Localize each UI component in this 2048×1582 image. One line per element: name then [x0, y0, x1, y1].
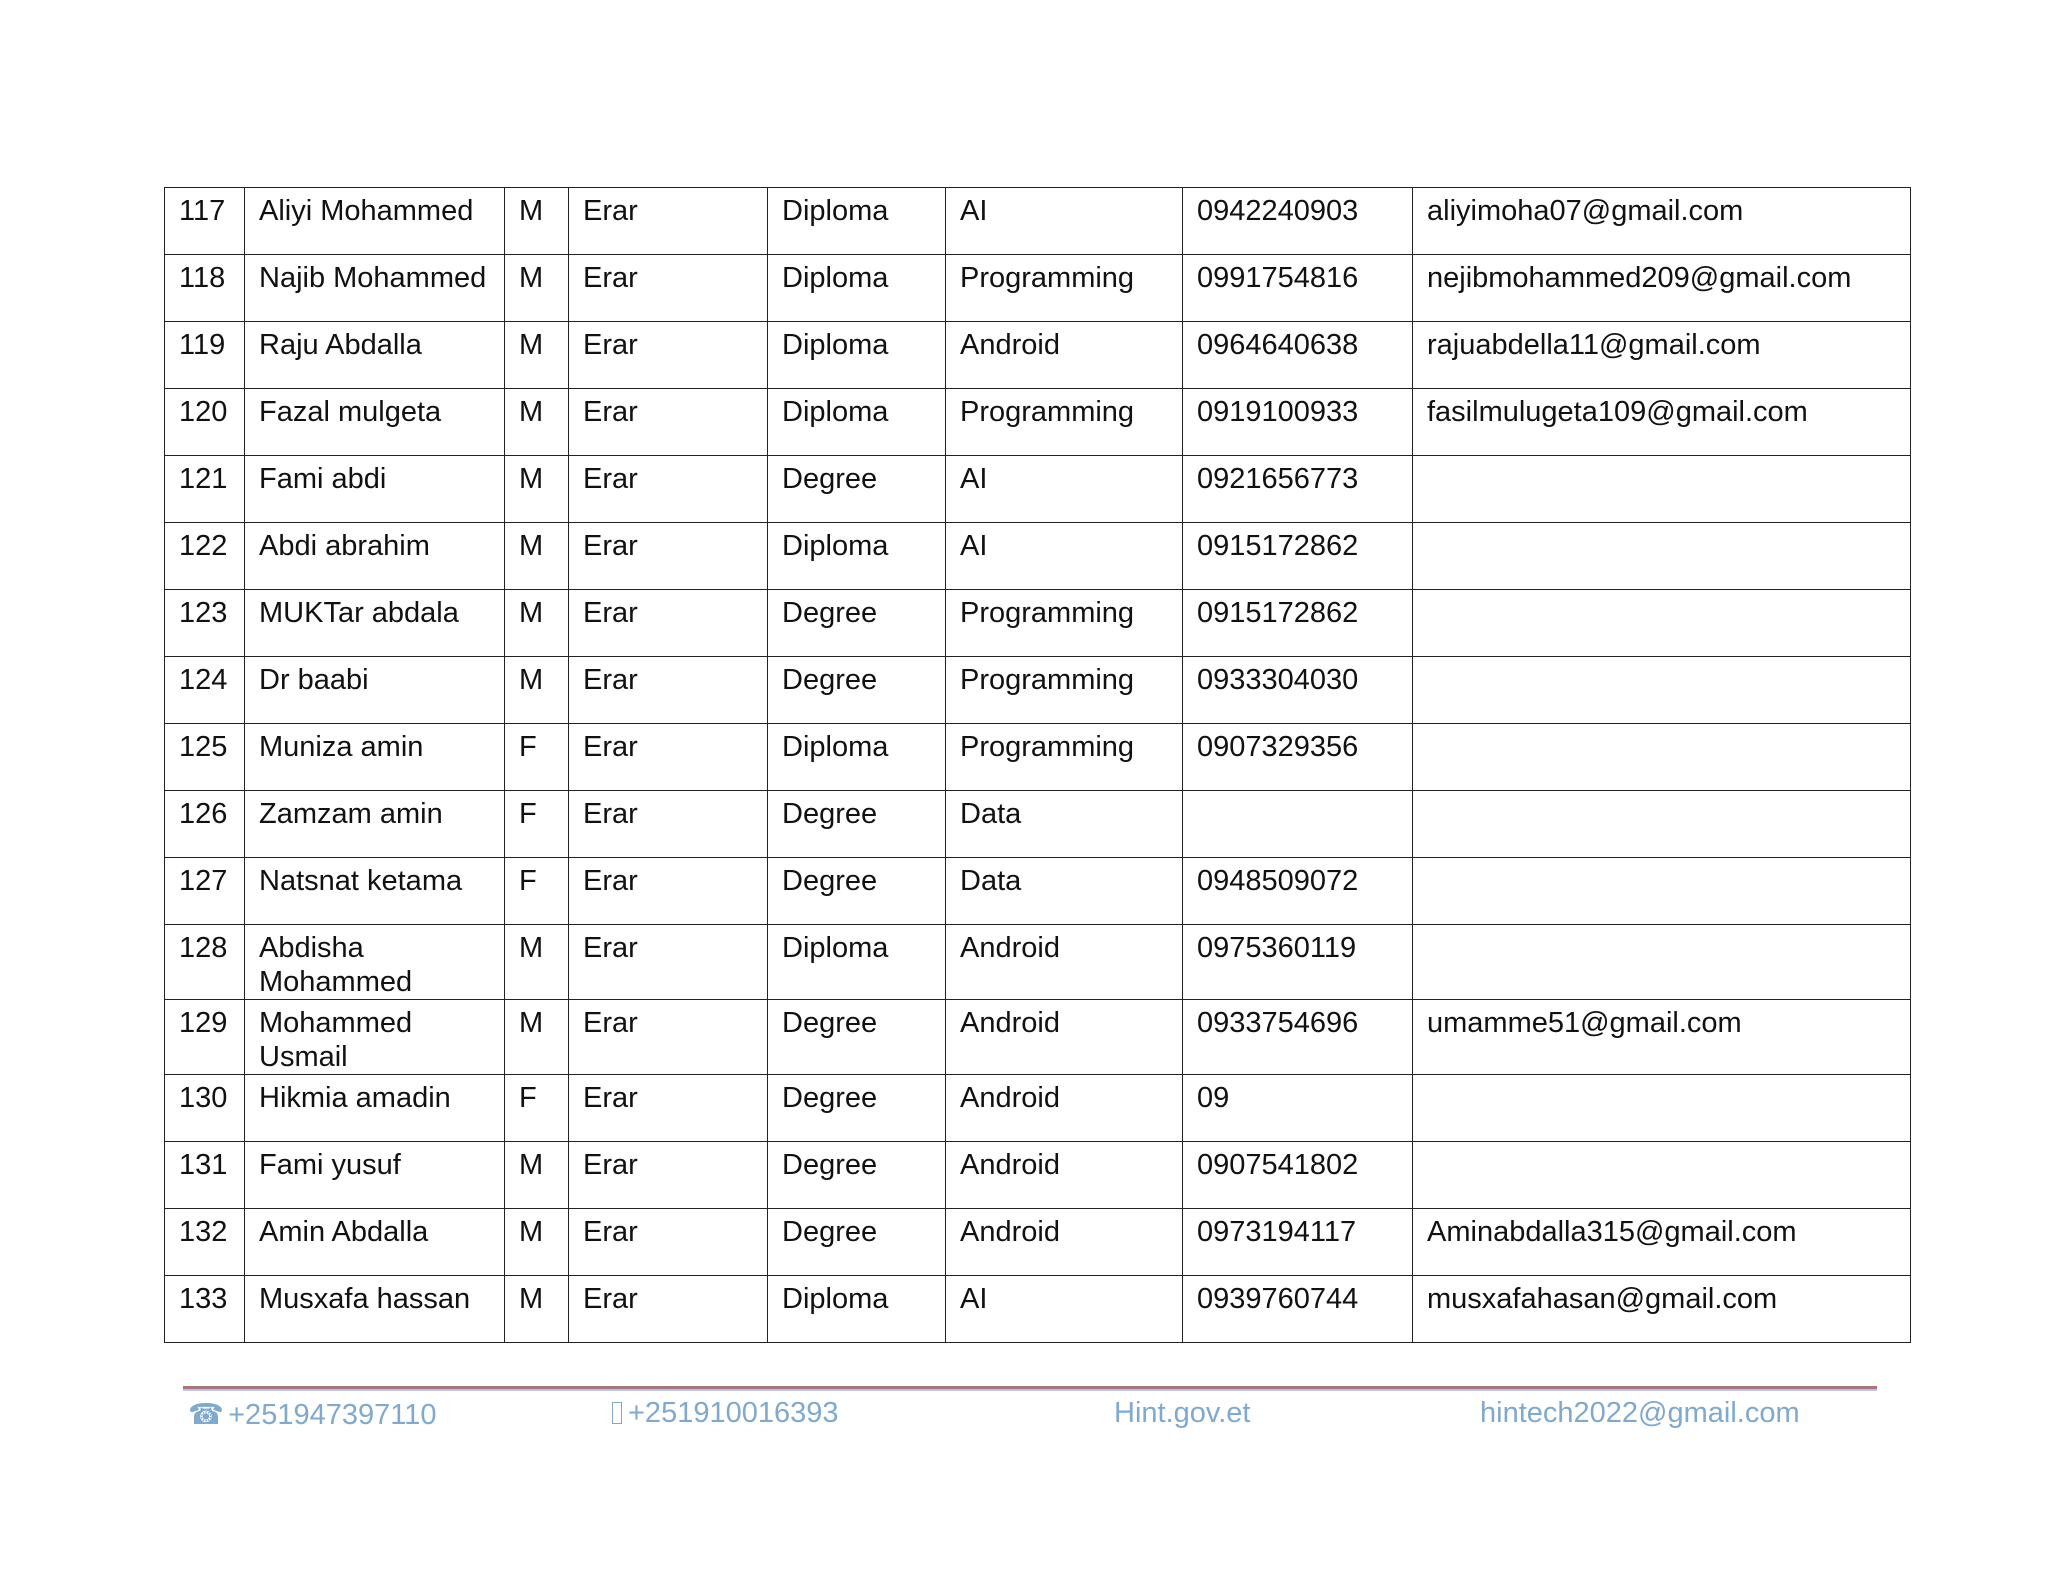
trainee-sex: M: [505, 1276, 569, 1343]
table-row: [165, 523, 1911, 590]
trainee-name: Abdisha Mohammed: [245, 925, 505, 1000]
trainee-phone: [1183, 791, 1413, 858]
row-number: 126: [165, 791, 245, 858]
table-row: [165, 1075, 1911, 1142]
trainee-site: Erar: [569, 590, 768, 657]
trainee-sex: F: [505, 1075, 569, 1142]
row-number: 128: [165, 925, 245, 1000]
row-number: 124: [165, 657, 245, 724]
trainee-email: [1413, 456, 1911, 523]
trainee-level: Degree: [768, 456, 946, 523]
row-number: 132: [165, 1209, 245, 1276]
trainee-sex: F: [505, 791, 569, 858]
trainee-email: nejibmohammed209@gmail.com: [1413, 255, 1911, 322]
page-footer: [0, 1397, 2048, 1437]
trainee-sex: M: [505, 1209, 569, 1276]
trainee-phone: 0964640638: [1183, 322, 1413, 389]
table-row: [165, 1000, 1911, 1075]
footer-divider: [183, 1386, 1877, 1391]
trainee-level: Degree: [768, 657, 946, 724]
trainee-level: Diploma: [768, 322, 946, 389]
trainee-sex: F: [505, 724, 569, 791]
trainee-field: Programming: [946, 389, 1183, 456]
trainee-field: Android: [946, 925, 1183, 1000]
table-row: [165, 255, 1911, 322]
trainee-name: Fazal mulgeta: [245, 389, 505, 456]
trainee-phone: 0948509072: [1183, 858, 1413, 925]
trainee-level: Degree: [768, 1075, 946, 1142]
trainee-name: Fami abdi: [245, 456, 505, 523]
trainee-email: rajuabdella11@gmail.com: [1413, 322, 1911, 389]
table-row: [165, 456, 1911, 523]
trainee-site: Erar: [569, 1276, 768, 1343]
footer-phone-number: +251947397110: [228, 1399, 437, 1431]
trainee-email: [1413, 657, 1911, 724]
trainee-table-body: [165, 188, 1911, 1343]
table-row: [165, 590, 1911, 657]
table-row: [165, 1142, 1911, 1209]
trainee-email: aliyimoha07@gmail.com: [1413, 188, 1911, 255]
table-row: [165, 1209, 1911, 1276]
trainee-site: Erar: [569, 322, 768, 389]
trainee-site: Erar: [569, 858, 768, 925]
trainee-name: Muniza amin: [245, 724, 505, 791]
table-row: [165, 657, 1911, 724]
footer-mobile[interactable]: [612, 1397, 838, 1430]
trainee-sex: M: [505, 322, 569, 389]
trainee-sex: M: [505, 925, 569, 1000]
trainee-site: Erar: [569, 791, 768, 858]
trainee-email: [1413, 590, 1911, 657]
table-row: [165, 724, 1911, 791]
trainee-field: Android: [946, 1142, 1183, 1209]
trainee-site: Erar: [569, 255, 768, 322]
trainee-email: fasilmulugeta109@gmail.com: [1413, 389, 1911, 456]
trainee-site: Erar: [569, 1142, 768, 1209]
trainee-phone: 0991754816: [1183, 255, 1413, 322]
table-row: [165, 1276, 1911, 1343]
trainee-sex: M: [505, 188, 569, 255]
trainee-phone: 0915172862: [1183, 590, 1413, 657]
trainee-sex: M: [505, 590, 569, 657]
trainee-email: [1413, 724, 1911, 791]
trainee-name: Mohammed Usmail: [245, 1000, 505, 1075]
row-number: 122: [165, 523, 245, 590]
trainee-phone: 0915172862: [1183, 523, 1413, 590]
trainee-name: Fami yusuf: [245, 1142, 505, 1209]
row-number: 118: [165, 255, 245, 322]
trainee-name: Abdi abrahim: [245, 523, 505, 590]
trainee-level: Degree: [768, 1142, 946, 1209]
row-number: 117: [165, 188, 245, 255]
trainee-field: AI: [946, 523, 1183, 590]
row-number: 130: [165, 1075, 245, 1142]
trainee-sex: M: [505, 255, 569, 322]
table-row: [165, 389, 1911, 456]
row-number: 125: [165, 724, 245, 791]
trainee-table: [164, 187, 1911, 1343]
trainee-field: Programming: [946, 255, 1183, 322]
trainee-email: umamme51@gmail.com: [1413, 1000, 1911, 1075]
trainee-field: Programming: [946, 590, 1183, 657]
trainee-phone: 0975360119: [1183, 925, 1413, 1000]
trainee-sex: M: [505, 389, 569, 456]
trainee-level: Degree: [768, 1000, 946, 1075]
trainee-level: Degree: [768, 1209, 946, 1276]
trainee-field: AI: [946, 188, 1183, 255]
trainee-level: Diploma: [768, 523, 946, 590]
row-number: 121: [165, 456, 245, 523]
row-number: 120: [165, 389, 245, 456]
trainee-field: Android: [946, 1075, 1183, 1142]
trainee-level: Diploma: [768, 255, 946, 322]
trainee-sex: F: [505, 858, 569, 925]
trainee-name: Aliyi Mohammed: [245, 188, 505, 255]
trainee-name: Natsnat ketama: [245, 858, 505, 925]
trainee-field: AI: [946, 456, 1183, 523]
footer-mobile-number: +251910016393: [628, 1397, 839, 1429]
trainee-field: Android: [946, 1000, 1183, 1075]
trainee-field: AI: [946, 1276, 1183, 1343]
trainee-sex: M: [505, 1142, 569, 1209]
row-number: 129: [165, 1000, 245, 1075]
trainee-sex: M: [505, 1000, 569, 1075]
trainee-field: Programming: [946, 724, 1183, 791]
trainee-name: Musxafa hassan: [245, 1276, 505, 1343]
trainee-field: Data: [946, 791, 1183, 858]
table-row: [165, 858, 1911, 925]
trainee-phone: 0973194117: [1183, 1209, 1413, 1276]
trainee-phone: 0907541802: [1183, 1142, 1413, 1209]
trainee-email: [1413, 791, 1911, 858]
trainee-name: Dr baabi: [245, 657, 505, 724]
row-number: 131: [165, 1142, 245, 1209]
trainee-level: Diploma: [768, 1276, 946, 1343]
trainee-name: Zamzam amin: [245, 791, 505, 858]
trainee-field: Data: [946, 858, 1183, 925]
trainee-email: [1413, 523, 1911, 590]
table-row: [165, 188, 1911, 255]
row-number: 127: [165, 858, 245, 925]
trainee-phone: 0919100933: [1183, 389, 1413, 456]
trainee-email: Aminabdalla315@gmail.com: [1413, 1209, 1911, 1276]
trainee-sex: M: [505, 657, 569, 724]
trainee-name: Hikmia amadin: [245, 1075, 505, 1142]
footer-phone[interactable]: [188, 1397, 436, 1432]
trainee-site: Erar: [569, 456, 768, 523]
trainee-level: Diploma: [768, 925, 946, 1000]
trainee-phone: 0933754696: [1183, 1000, 1413, 1075]
trainee-phone: 0939760744: [1183, 1276, 1413, 1343]
trainee-level: Degree: [768, 791, 946, 858]
trainee-phone: 0907329356: [1183, 724, 1413, 791]
row-number: 119: [165, 322, 245, 389]
table-row: [165, 925, 1911, 1000]
trainee-site: Erar: [569, 188, 768, 255]
trainee-email: [1413, 925, 1911, 1000]
mobile-phone-icon: [612, 1402, 622, 1424]
trainee-phone: 0921656773: [1183, 456, 1413, 523]
trainee-level: Diploma: [768, 389, 946, 456]
trainee-email: [1413, 1142, 1911, 1209]
trainee-field: Programming: [946, 657, 1183, 724]
row-number: 123: [165, 590, 245, 657]
trainee-name: MUKTar abdala: [245, 590, 505, 657]
telephone-icon: ☎: [188, 1399, 225, 1431]
trainee-sex: M: [505, 523, 569, 590]
trainee-site: Erar: [569, 1000, 768, 1075]
table-row: [165, 322, 1911, 389]
trainee-phone: 0942240903: [1183, 188, 1413, 255]
row-number: 133: [165, 1276, 245, 1343]
trainee-level: Diploma: [768, 724, 946, 791]
trainee-email: [1413, 1075, 1911, 1142]
trainee-field: Android: [946, 1209, 1183, 1276]
trainee-site: Erar: [569, 1209, 768, 1276]
trainee-name: Amin Abdalla: [245, 1209, 505, 1276]
trainee-name: Raju Abdalla: [245, 322, 505, 389]
trainee-phone: 0933304030: [1183, 657, 1413, 724]
trainee-site: Erar: [569, 1075, 768, 1142]
trainee-phone: 09: [1183, 1075, 1413, 1142]
trainee-site: Erar: [569, 657, 768, 724]
trainee-field: Android: [946, 322, 1183, 389]
footer-website-link[interactable]: Hint.gov.et: [1114, 1397, 1251, 1429]
trainee-name: Najib Mohammed: [245, 255, 505, 322]
table-row: [165, 791, 1911, 858]
trainee-email: musxafahasan@gmail.com: [1413, 1276, 1911, 1343]
trainee-site: Erar: [569, 523, 768, 590]
trainee-level: Diploma: [768, 188, 946, 255]
trainee-level: Degree: [768, 590, 946, 657]
trainee-site: Erar: [569, 925, 768, 1000]
trainee-email: [1413, 858, 1911, 925]
trainee-sex: M: [505, 456, 569, 523]
trainee-site: Erar: [569, 724, 768, 791]
trainee-level: Degree: [768, 858, 946, 925]
footer-email-link[interactable]: hintech2022@gmail.com: [1480, 1397, 1800, 1429]
trainee-site: Erar: [569, 389, 768, 456]
